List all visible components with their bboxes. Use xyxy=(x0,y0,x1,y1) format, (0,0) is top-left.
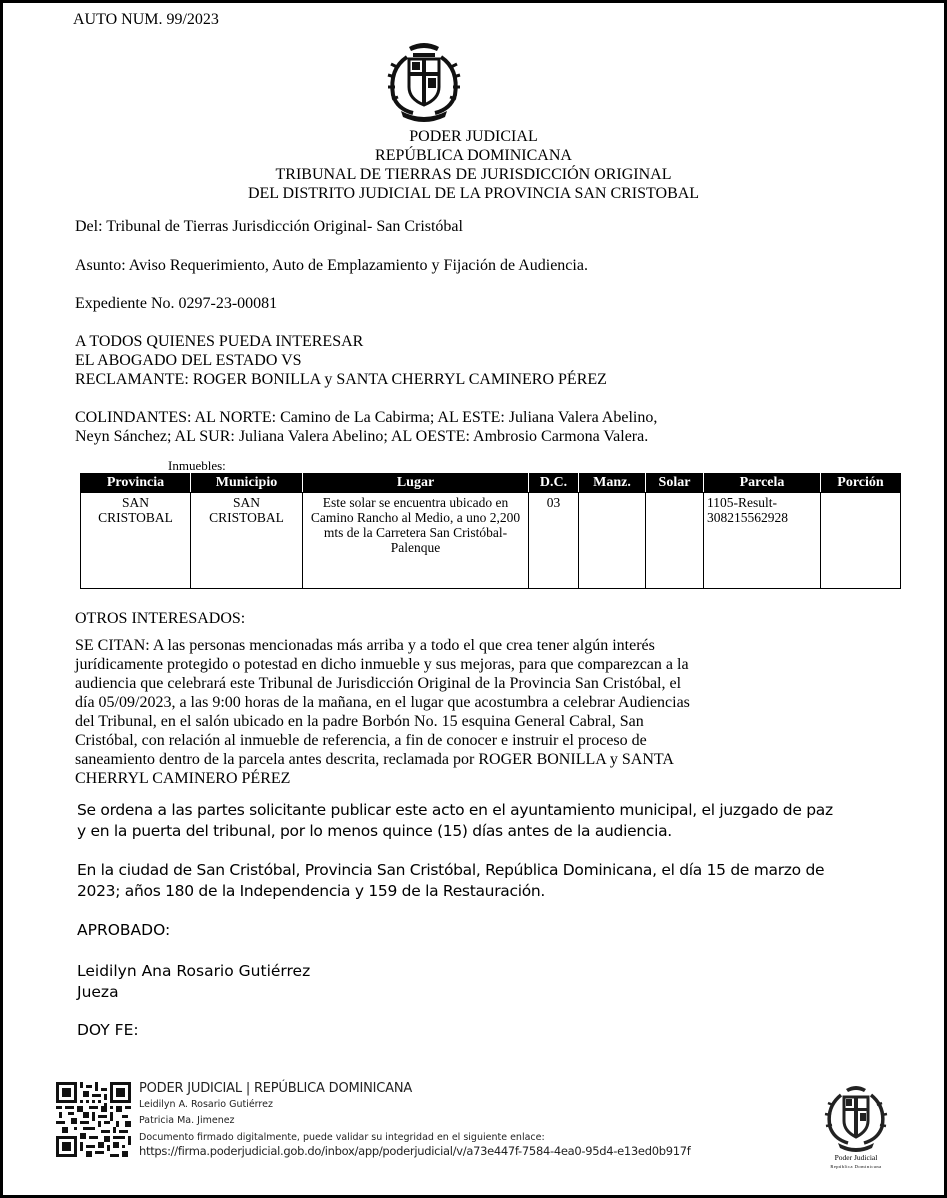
signer-role: Jueza xyxy=(77,983,119,1001)
signer-name: Leidilyn Ana Rosario Gutiérrez xyxy=(77,962,311,980)
inmuebles-label: Inmuebles: xyxy=(168,458,226,473)
del-line: Del: Tribunal de Tierras Jurisdicción Original- San Cristóbal xyxy=(75,218,463,235)
column-header: Lugar xyxy=(303,474,529,493)
qr-code-icon xyxy=(56,1082,131,1157)
cell-parcela: 1105-Result-308215562928 xyxy=(704,493,821,589)
parties-block xyxy=(75,332,865,389)
signature-block xyxy=(77,961,310,1003)
aprobado-label: APROBADO: xyxy=(77,921,171,939)
citacion-line: del Tribunal, en el salón ubicado en la padre Borbón No. 15 esquina General Cabral, San xyxy=(75,713,644,730)
footer-org: PODER JUDICIAL | REPÚBLICA DOMINICANA xyxy=(139,1081,413,1096)
party-line: A TODOS QUIENES PUEDA INTERESAR xyxy=(75,333,364,350)
coat-of-arms-icon xyxy=(818,1083,894,1153)
ordena-line: Se ordena a las partes solicitante publicar este acto en el ayuntamiento municipal, el juzgado de paz xyxy=(77,801,833,819)
table-row xyxy=(81,493,901,589)
ciudad-line: En la ciudad de San Cristóbal, Provincia San Cristóbal, República Dominicana, el día 15 de marzo de xyxy=(77,861,825,879)
inmuebles-table xyxy=(80,473,901,589)
citacion-line: jurídicamente protegido o potestad en dicho inmueble y sus mejoras, para que comparezcan a la xyxy=(75,656,689,673)
asunto-line: Asunto: Aviso Requerimiento, Auto de Emplazamiento y Fijación de Audiencia. xyxy=(75,257,588,274)
colindantes-line: Neyn Sánchez; AL SUR: Juliana Valera Abelino; AL OESTE: Ambrosio Carmona Valera. xyxy=(75,428,649,445)
column-header: Manz. xyxy=(579,474,646,493)
expediente-line: Expediente No. 0297-23-00081 xyxy=(75,295,278,312)
citacion-paragraph xyxy=(75,636,875,788)
citacion-line: SE CITAN: A las personas mencionadas más arriba y a todo el que crea tener algún interés xyxy=(75,637,655,654)
cell-solar xyxy=(646,493,704,589)
cell-municipio: SAN CRISTOBAL xyxy=(191,493,303,589)
colindantes-line: COLINDANTES: AL NORTE: Camino de La Cabirma; AL ESTE: Juliana Valera Abelino, xyxy=(75,409,658,426)
cell-manz xyxy=(579,493,646,589)
seal-caption-subtitle: República Dominicana xyxy=(830,1164,882,1169)
party-line: EL ABOGADO DEL ESTADO VS xyxy=(75,352,302,369)
footer-signer: Leidilyn A. Rosario Gutiérrez xyxy=(139,1099,273,1110)
cell-porcion xyxy=(821,493,901,589)
coat-of-arms-icon xyxy=(379,39,469,123)
footer-notice: Documento firmado digitalmente, puede validar su integridad en el siguiente enlace: xyxy=(139,1132,545,1143)
column-header: Porción xyxy=(821,474,901,493)
cell-lugar: Este solar se encuentra ubicado en Camino Rancho al Medio, a uno 2,200 mts de la Carretera San Cristóbal-Palenque xyxy=(303,493,529,589)
column-header: Provincia xyxy=(81,474,191,493)
column-header: Parcela xyxy=(704,474,821,493)
otros-interesados: OTROS INTERESADOS: xyxy=(75,610,246,627)
doy-fe-label: DOY FE: xyxy=(77,1021,139,1039)
citacion-line: audiencia que celebrará este Tribunal de Jurisdicción Original de la Provincia San Cristóbal, el xyxy=(75,675,682,692)
ordena-line: y en la puerta del tribunal, por lo menos quince (15) días antes de la audiencia. xyxy=(77,822,672,840)
digital-signature-footer xyxy=(139,1081,691,1158)
column-header: Solar xyxy=(646,474,704,493)
footer-signer: Patricia Ma. Jimenez xyxy=(139,1115,235,1126)
party-line: RECLAMANTE: ROGER BONILLA y SANTA CHERRYL CAMINERO PÉREZ xyxy=(75,371,607,388)
ciudad-line: 2023; años 180 de la Independencia y 159 de la Restauración. xyxy=(77,882,546,900)
column-header: D.C. xyxy=(529,474,579,493)
footer-validation-link[interactable]: https://firma.poderjudicial.gob.do/inbox/app/poderjudicial/v/a73e447f-7584-4ea0-95d4-e13ed0b917f xyxy=(139,1144,691,1158)
citacion-line: día 05/09/2023, a las 9:00 horas de la mañana, en el lugar que acostumbra a celebrar Audiencias xyxy=(75,694,690,711)
header-line: PODER JUDICIAL xyxy=(409,128,538,145)
seal-caption xyxy=(815,1153,897,1171)
document-header xyxy=(3,127,944,203)
header-line: DEL DISTRITO JUDICIAL DE LA PROVINCIA SAN CRISTOBAL xyxy=(247,185,700,202)
colindantes-block xyxy=(75,408,865,446)
cell-dc: 03 xyxy=(529,493,579,589)
citacion-line: CHERRYL CAMINERO PÉREZ xyxy=(75,770,291,787)
citacion-line: saneamiento dentro de la parcela antes descrita, reclamada por ROGER BONILLA y SANTA xyxy=(75,751,674,768)
ordena-paragraph xyxy=(77,800,833,842)
auto-number: AUTO NUM. 99/2023 xyxy=(73,11,219,28)
ciudad-paragraph xyxy=(77,860,824,902)
table-header-row xyxy=(81,474,901,493)
cell-provincia: SAN CRISTOBAL xyxy=(81,493,191,589)
header-line: TRIBUNAL DE TIERRAS DE JURISDICCIÓN ORIGINAL xyxy=(275,166,672,183)
citacion-line: Cristóbal, con relación al inmueble de referencia, a fin de conocer e instruir el proceso de xyxy=(75,732,647,749)
header-line: REPÚBLICA DOMINICANA xyxy=(375,147,572,164)
column-header: Municipio xyxy=(191,474,303,493)
seal-caption-title: Poder Judicial xyxy=(834,1153,878,1162)
